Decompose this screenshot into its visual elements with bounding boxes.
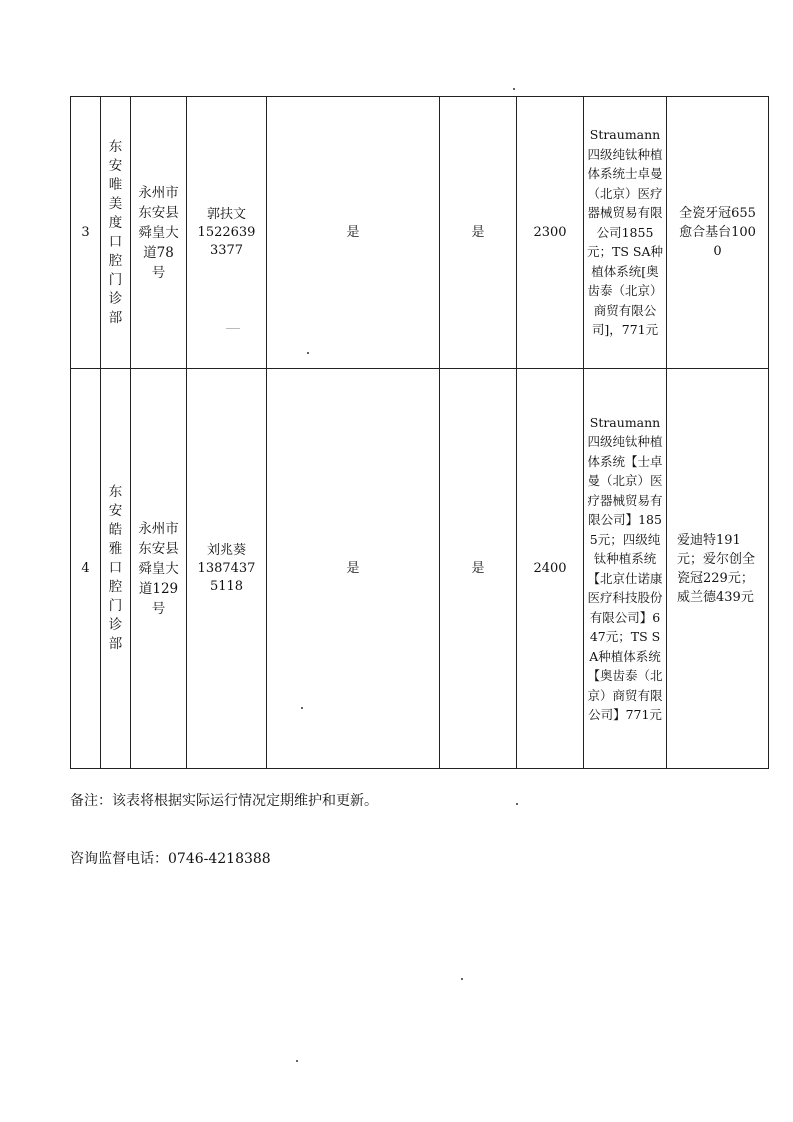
hotline-note: 咨询监督电话：0746-4218388 — [70, 851, 271, 867]
col-yes-2: 是 — [440, 369, 517, 769]
implant-system: Straumann四级纯钛种植体系统士卓曼（北京）医疗器械贸易有限公司1855元；TS SA种植体系统[奥齿泰（北京）商贸有限公司]，771元 — [584, 97, 667, 369]
col-yes-1: 是 — [267, 369, 440, 769]
scan-speck — [296, 1060, 298, 1062]
table-row — [71, 369, 769, 769]
contact-name: 郭扶文 — [206, 206, 246, 222]
table-row — [71, 97, 769, 369]
scan-speck — [301, 707, 303, 709]
implant-system: Straumann四级纯钛种植体系统【士卓曼（北京）医疗器械贸易有限公司】1855元；四级纯钛种植系统【北京仕诺康医疗科技股份有限公司】647元；TS SA种植体系统【奥齿泰（北京）商贸有限公司】771元 — [584, 369, 667, 769]
row-number: 3 — [71, 97, 101, 369]
clinic-name: 东安唯美度口腔门诊部 — [101, 97, 131, 369]
crown-price: 爱迪特191元；爱尔创全瓷冠229元；威兰德439元 — [667, 369, 769, 769]
col-yes-1: 是 — [267, 97, 440, 369]
remark-note: 备注：该表将根据实际运行情况定期维护和更新。 — [70, 793, 378, 809]
service-price: 2300 — [517, 97, 584, 369]
row-number: 4 — [71, 369, 101, 769]
scan-mark — [226, 328, 240, 329]
clinic-table — [70, 96, 769, 769]
scan-speck — [461, 978, 463, 980]
clinic-name: 东安皓雅口腔门诊部 — [101, 369, 131, 769]
col-yes-2: 是 — [440, 97, 517, 369]
contact-name: 刘兆葵 — [206, 542, 246, 558]
clinic-address: 永州市东安县舜皇大道129号 — [131, 369, 187, 769]
clinic-address: 永州市东安县舜皇大道78号 — [131, 97, 187, 369]
scan-speck — [513, 88, 515, 90]
scan-speck — [516, 803, 518, 805]
crown-price: 全瓷牙冠655愈合基台1000 — [667, 97, 769, 369]
scan-speck — [307, 352, 309, 354]
service-price: 2400 — [517, 369, 584, 769]
contact-phone: 13874375118 — [197, 560, 256, 594]
contact-phone: 15226393377 — [197, 224, 256, 258]
clinic-contact — [187, 369, 267, 769]
